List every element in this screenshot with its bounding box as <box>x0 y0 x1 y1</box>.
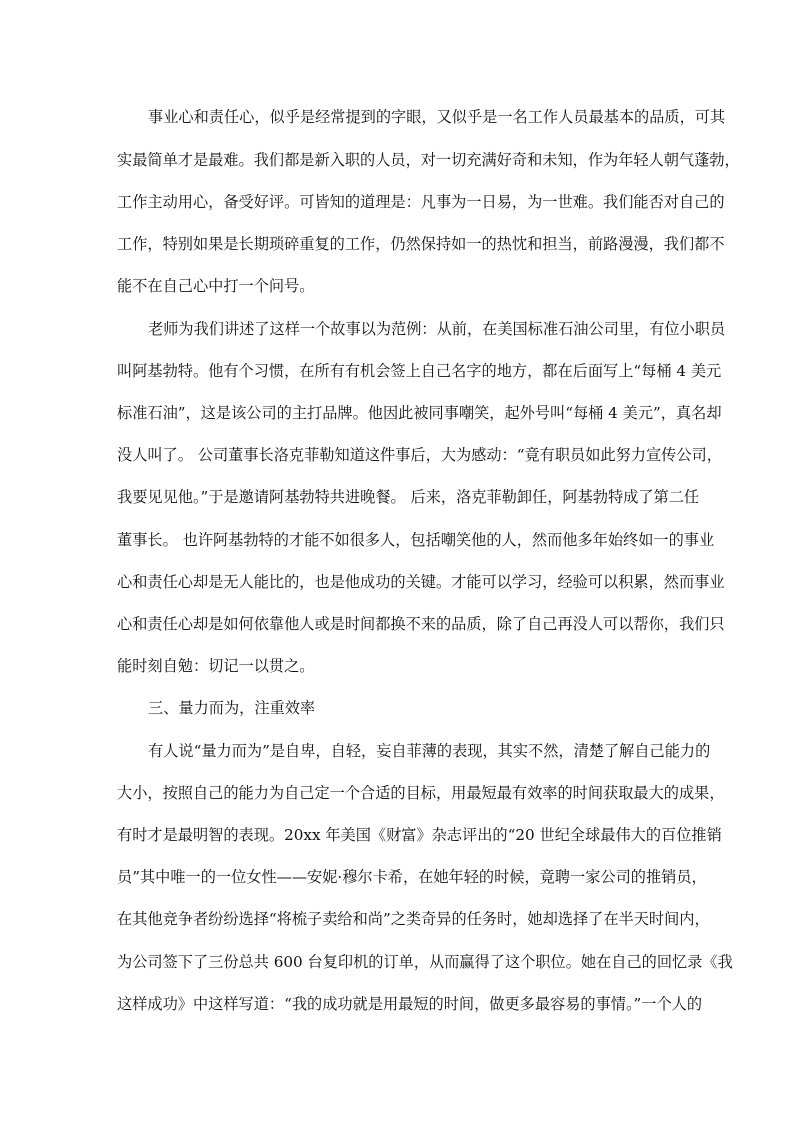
paragraph-3-line-4: 员”其中唯一的一位女性——安妮·穆尔卡希，在她年轻的时候，竟聘一家公司的推销员， <box>117 868 707 886</box>
paragraph-2-line-4: 没人叫了。 公司董事长洛克菲勒知道这件事后，大为感动：“竟有职员如此努力宣传公司， <box>117 446 722 464</box>
paragraph-3-line-3: 有时才是最明智的表现。20xx 年美国《财富》杂志评出的“20 世纪全球最伟大的百位推销 <box>117 826 722 844</box>
paragraph-2-line-8: 心和责任心却是如何依靠他人或是时间都换不来的品质，除了自己再没人可以帮你，我们只 <box>117 615 725 633</box>
paragraph-2-line-7: 心和责任心却是无人能比的，也是他成功的关键。才能可以学习，经验可以积累，然而事业 <box>117 573 725 591</box>
paragraph-1-line-5: 能不在自己心中打一个问号。 <box>117 277 315 295</box>
section-heading: 三、量力而为，注重效率 <box>148 699 316 717</box>
paragraph-2-line-3: 标准石油”，这是该公司的主打品牌。他因此被同事嘲笑，起外号叫“每桶 4 美元”，真名却 <box>117 404 722 422</box>
paragraph-1-line-1: 事业心和责任心，似乎是经常提到的字眼，又似乎是一名工作人员最基本的品质，可其 <box>148 108 726 126</box>
paragraph-2-line-1: 老师为我们讲述了这样一个故事以为范例：从前，在美国标准石油公司里，有位小职员 <box>148 320 726 338</box>
paragraph-3-line-2: 大小，按照自己的能力为自己定一个合适的目标，用最短最有效率的时间获取最大的成果， <box>117 784 725 802</box>
paragraph-2-line-2: 叫阿基勃特。他有个习惯，在所有有机会签上自己名字的地方，都在后面写上“每桶 4 美元 <box>117 362 722 380</box>
paragraph-3-line-1: 有人说“量力而为”是自卑，自轻，妄自菲薄的表现，其实不然，清楚了解自己能力的 <box>148 742 711 760</box>
paragraph-2-line-9: 能时刻自勉：切记一以贯之。 <box>117 657 315 675</box>
paragraph-3-line-6: 为公司签下了三份总共 600 台复印机的订单，从而赢得了这个职位。她在自己的回忆录《我 <box>117 953 733 971</box>
paragraph-2-line-5: 我要见见他。”于是邀请阿基勃特共进晚餐。 后来，洛克菲勒卸任，阿基勃特成了第二任 <box>117 488 700 506</box>
paragraph-3-line-5: 在其他竞争者纷纷选择“将梳子卖给和尚”之类奇异的任务时，她却选择了在半天时间内， <box>117 910 710 928</box>
paragraph-1-line-4: 工作，特别如果是长期琐碎重复的工作，仍然保持如一的热忱和担当，前路漫漫，我们都不 <box>117 235 725 253</box>
paragraph-2-line-6: 董事长。 也许阿基勃特的才能不如很多人，包括嘲笑他的人，然而他多年始终如一的事业 <box>117 531 715 549</box>
paragraph-1-line-3: 工作主动用心，备受好评。可皆知的道理是：凡事为一日易，为一世难。我们能否对自己的 <box>117 193 725 211</box>
paragraph-1-line-2: 实最简单才是最难。我们都是新入职的人员，对一切充满好奇和未知，作为年轻人朝气蓬勃， <box>117 151 740 169</box>
paragraph-3-line-7: 这样成功》中这样写道：“我的成功就是用最短的时间，做更多最容易的事情。”一个人的 <box>117 995 703 1013</box>
